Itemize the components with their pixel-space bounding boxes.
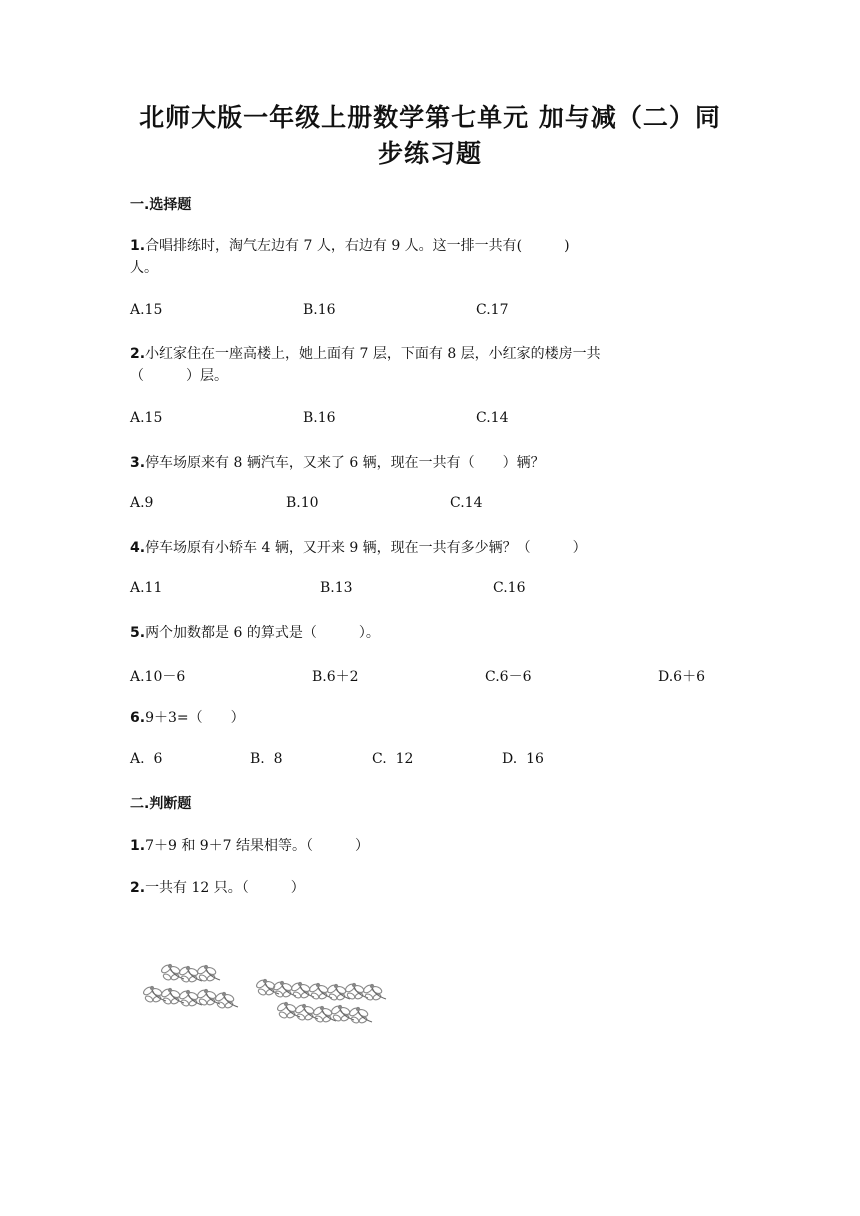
option-d[interactable]: D.6＋6 xyxy=(658,669,705,685)
question-text-cont: 人。 xyxy=(130,260,158,276)
option-d[interactable]: D. 16 xyxy=(502,751,544,767)
question-6-options xyxy=(130,751,750,771)
question-1-options xyxy=(130,302,750,322)
question-text-cont: （ ）层。 xyxy=(130,368,228,384)
question-4 xyxy=(130,537,730,559)
question-text: 停车场原来有 8 辆汽车，又来了 6 辆，现在一共有（ ）辆？ xyxy=(145,455,545,471)
question-5-options xyxy=(130,666,750,686)
question-6 xyxy=(130,707,730,729)
title-line-1: 北师大版一年级上册数学第七单元 加与减（二）同 xyxy=(139,103,721,132)
question-4-options xyxy=(130,580,750,600)
option-b[interactable]: B. 8 xyxy=(250,751,283,767)
question-number: 3. xyxy=(130,455,146,471)
option-a[interactable]: A.9 xyxy=(130,495,154,511)
option-a[interactable]: A.11 xyxy=(130,580,163,596)
option-b[interactable]: B.16 xyxy=(303,410,336,426)
question-2-options xyxy=(130,410,750,430)
question-5 xyxy=(130,622,730,644)
question-number: 2. xyxy=(130,880,146,896)
option-b[interactable]: B.13 xyxy=(320,580,353,596)
option-c[interactable]: C.16 xyxy=(493,580,526,596)
question-number: 5. xyxy=(130,625,146,641)
option-a[interactable]: A.15 xyxy=(130,410,163,426)
question-2 xyxy=(130,343,730,387)
judge-question-2 xyxy=(130,877,730,899)
option-a[interactable]: A. 6 xyxy=(130,751,163,767)
question-text: 7＋9 和 9＋7 结果相等。（ ） xyxy=(145,838,370,854)
question-1 xyxy=(130,235,730,279)
question-text: 一共有 12 只。（ ） xyxy=(145,880,305,896)
question-text: 合唱排练时，淘气左边有 7 人，右边有 9 人。这一排一共有( ) xyxy=(145,238,570,254)
option-c[interactable]: C. 12 xyxy=(372,751,414,767)
question-number: 1. xyxy=(130,238,146,254)
section-choice-heading: 一.选择题 xyxy=(130,197,192,213)
question-text: 9＋3=（ ） xyxy=(145,710,245,726)
question-text: 停车场原有小轿车 4 辆，又开来 9 辆，现在一共有多少辆？（ ） xyxy=(145,540,587,556)
dragonflies-illustration xyxy=(130,955,390,1045)
question-3 xyxy=(130,452,730,474)
question-text: 两个加数都是 6 的算式是（ ）。 xyxy=(145,625,380,641)
question-number: 2. xyxy=(130,346,146,362)
question-number: 4. xyxy=(130,540,146,556)
option-c[interactable]: C.14 xyxy=(476,410,509,426)
option-b[interactable]: B.16 xyxy=(303,302,336,318)
page-title xyxy=(100,100,760,172)
judge-question-1 xyxy=(130,835,730,857)
option-c[interactable]: C.14 xyxy=(450,495,483,511)
title-line-2: 步练习题 xyxy=(377,139,482,168)
option-b[interactable]: B.10 xyxy=(286,495,319,511)
question-3-options xyxy=(130,495,750,515)
question-number: 6. xyxy=(130,710,146,726)
option-b[interactable]: B.6＋2 xyxy=(312,669,359,685)
option-c[interactable]: C.17 xyxy=(476,302,509,318)
section-judge-heading: 二.判断题 xyxy=(130,796,192,812)
option-a[interactable]: A.15 xyxy=(130,302,163,318)
question-text: 小红家住在一座高楼上，她上面有 7 层，下面有 8 层，小红家的楼房一共 xyxy=(145,346,601,362)
option-c[interactable]: C.6－6 xyxy=(485,669,532,685)
question-number: 1. xyxy=(130,838,146,854)
dragonfly-group-left xyxy=(142,964,238,1009)
option-a[interactable]: A.10－6 xyxy=(130,669,186,685)
dragonfly-group-right xyxy=(255,979,386,1024)
